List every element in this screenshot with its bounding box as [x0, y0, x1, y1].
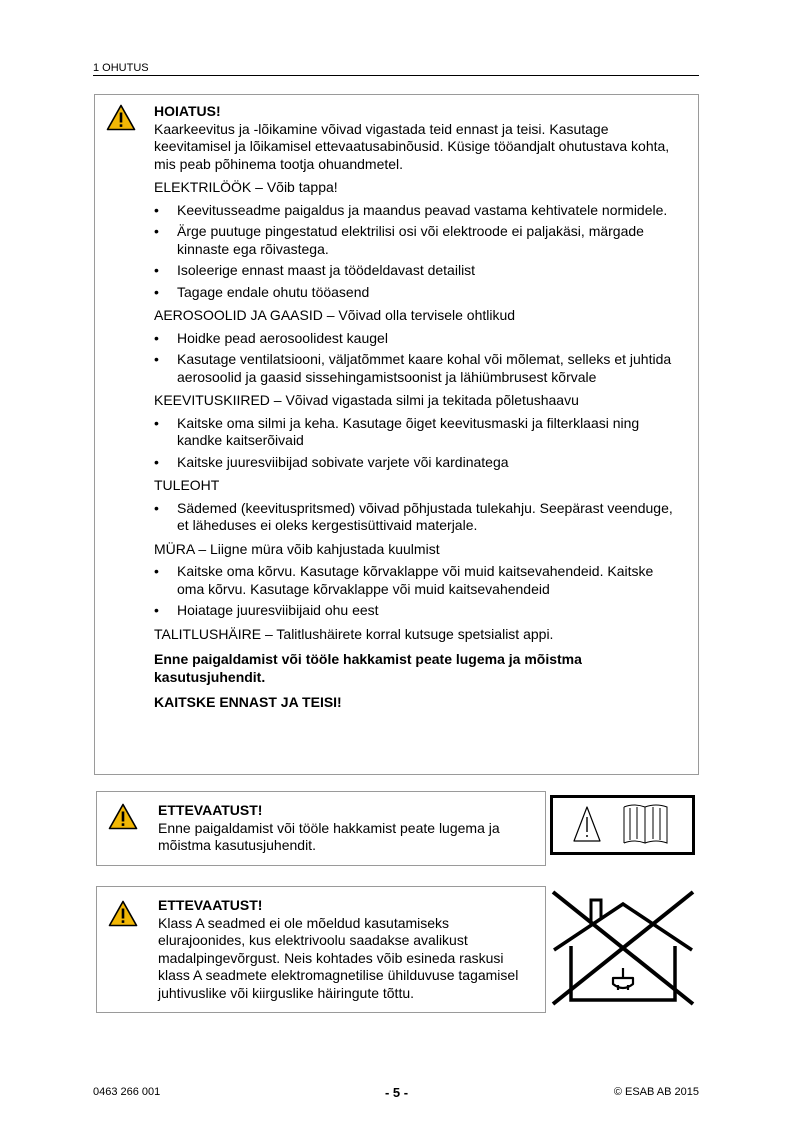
protect-text: KAITSKE ENNAST JA TEISI! — [154, 694, 342, 710]
bullet-list-electric — [154, 202, 684, 302]
warning-triangle-icon — [108, 900, 138, 927]
document-number: 0463 266 001 — [93, 1086, 161, 1098]
bullet-list-noise — [154, 563, 684, 620]
list-item: • Hoiatage juuresviibijaid ohu eest — [154, 602, 684, 620]
caution-content — [158, 802, 538, 855]
list-item: • Kaitske oma kõrvu. Kasutage kõrvaklappe või muid kaitsevahendeid. Kaitske oma kõrvu. Kasutage kõrvaklappe või muid kaitsevahendeid — [154, 563, 684, 598]
section-heading-electric: ELEKTRILÖÖK – Võib tappa! — [154, 179, 338, 195]
read-manual-icon — [550, 795, 695, 855]
caution-box-class-a — [96, 886, 546, 1013]
no-residential-use-icon — [549, 888, 697, 1008]
bullet-list-arc-rays — [154, 415, 684, 472]
section-heading-noise: MÜRA – Liigne müra võib kahjustada kuulmist — [154, 540, 440, 557]
list-item: • Sädemed (keevituspritsmed) võivad põhjustada tulekahju. Seepärast veenduge, et läheduses ei oleks kergestisüttivaid materjale. — [154, 500, 684, 535]
warning-triangle-icon — [106, 104, 136, 131]
page-number: - 5 - — [384, 1085, 409, 1100]
bullet-list-fumes — [154, 330, 684, 387]
caution-content — [158, 897, 538, 1002]
list-item: • Kasutage ventilatsiooni, väljatõmmet kaare kohal või mõlemat, selleks et juhtida aerosoolid ja gaasid sissehingamistsoonist ja lähiümbrusest kõrvale — [154, 351, 684, 386]
main-warning-box — [94, 94, 699, 775]
list-item: • Ärge puutuge pingestatud elektrilisi osi või elektroode ei paljakäsi, märgade kinnaste ega rõivastega. — [154, 223, 684, 258]
malfunction-text: TALITLUSHÄIRE – Talitlushäirete korral kutsuge spetsialist appi. — [154, 625, 554, 642]
list-item: • Kaitske oma silmi ja keha. Kasutage õiget keevitusmaski ja filterklaasi ning kandke kaitserõivaid — [154, 415, 684, 450]
bullet-list-fire — [154, 500, 684, 535]
caution-title: ETTEVAATUST! — [158, 897, 263, 913]
caution-text: Klass A seadmed ei ole mõeldud kasutamiseks elurajoonides, kus elektrivoolu saadakse avalikust madalpingevõrgust. Neis kohtades võib esineda raskusi klass A seadmete elektromagnetilise ühilduvuse tagamisel juhtivuslike või kiirguslike häiringute tõttu. — [158, 914, 519, 1001]
read-manual-text: Enne paigaldamist või tööle hakkamist peate lugema ja mõistma kasutusjuhendit. — [154, 651, 582, 685]
warning-triangle-icon — [108, 803, 138, 830]
list-item: • Keevitusseadme paigaldus ja maandus peavad vastama kehtivatele normidele. — [154, 202, 684, 220]
list-item: • Hoidke pead aerosoolidest kaugel — [154, 330, 684, 348]
list-item: • Tagage endale ohutu tööasend — [154, 284, 684, 302]
main-warning-content — [154, 103, 684, 712]
warning-intro: Kaarkeevitus ja -lõikamine võivad vigastada teid ennast ja teisi. Kasutage keevitamisel ja lõikamisel ettevaatusabinõusid. Küsige tööandjalt ohutustava kohta, mis peab põhinema tootja ohuandmetel. — [154, 120, 670, 172]
warning-title: HOIATUS! — [154, 103, 221, 119]
list-item: • Isoleerige ennast maast ja töödeldavast detailist — [154, 262, 684, 280]
section-heading-fire: TULEOHT — [154, 477, 220, 493]
section-header: 1 OHUTUS — [93, 62, 149, 74]
section-heading-arc-rays: KEEVITUSKIIRED – Võivad vigastada silmi ja tekitada põletushaavu — [154, 392, 579, 408]
list-item: • Kaitske juuresviibijad sobivate varjete või kardinatega — [154, 454, 684, 472]
header-rule — [93, 75, 699, 76]
caution-box-manual — [96, 791, 546, 866]
caution-title: ETTEVAATUST! — [158, 802, 263, 818]
section-heading-fumes: AEROSOOLID JA GAASID – Võivad olla tervisele ohtlikud — [154, 307, 516, 323]
caution-text: Enne paigaldamist või tööle hakkamist peate lugema ja mõistma kasutusjuhendit. — [158, 819, 500, 853]
copyright: © ESAB AB 2015 — [613, 1086, 699, 1098]
